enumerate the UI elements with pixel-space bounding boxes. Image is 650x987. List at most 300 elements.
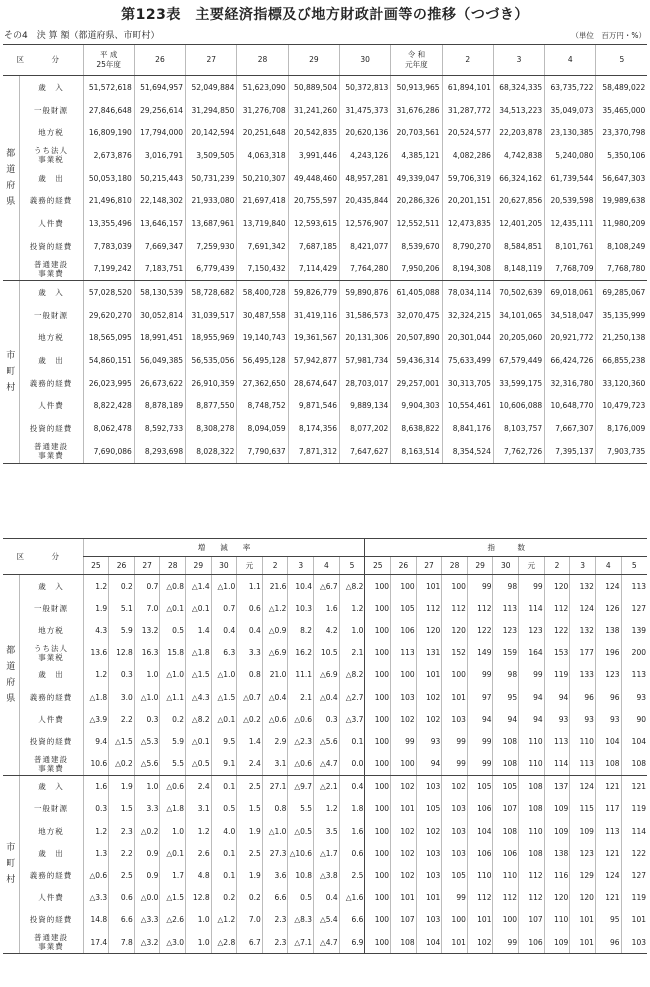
table-row — [3, 708, 647, 730]
rate-cell: △8.2 — [339, 575, 365, 598]
table-row — [3, 167, 647, 190]
cell-value: 27,362,650 — [237, 372, 288, 395]
rate-cell: 0.7 — [211, 597, 237, 619]
rate-cell: △1.8 — [83, 686, 109, 708]
row-label: 義務的経費 — [19, 189, 83, 212]
table-row — [3, 931, 647, 954]
rate-year-header: 30 — [211, 557, 237, 575]
rate-cell: △9.7 — [288, 775, 314, 798]
column-header-year: 4 — [545, 45, 596, 76]
cell-value: 20,507,890 — [391, 327, 442, 350]
cell-value: 26,910,359 — [186, 372, 237, 395]
index-cell: 94 — [493, 708, 519, 730]
cell-value: 20,201,151 — [442, 189, 493, 212]
index-cell: 110 — [570, 730, 596, 752]
cell-value: 10,648,770 — [545, 395, 596, 418]
rate-cell: △1.6 — [339, 887, 365, 909]
rate-cell: 2.5 — [237, 842, 263, 864]
rate-cell: 2.5 — [237, 775, 263, 798]
cell-value: 31,294,850 — [186, 99, 237, 122]
rate-cell: 21.6 — [262, 575, 288, 598]
cell-value: 4,082,286 — [442, 144, 493, 167]
table-subtitle: その4 決 算 額（都道府県、市町村） — [4, 31, 160, 41]
rate-cell: 0.1 — [211, 842, 237, 864]
index-cell: 106 — [519, 931, 545, 954]
group-label-text: 市町村 — [6, 843, 16, 886]
cell-value: 9,871,546 — [288, 395, 339, 418]
rate-cell: 1.5 — [237, 798, 263, 820]
index-cell: 90 — [621, 708, 647, 730]
row-label: 一般財源 — [19, 597, 83, 619]
column-header-year: 29 — [288, 45, 339, 76]
index-cell: 104 — [467, 820, 493, 842]
rate-cell: 2.2 — [109, 708, 135, 730]
rate-cell: 0.6 — [339, 842, 365, 864]
rate-cell: △6.9 — [314, 664, 340, 686]
rate-cell: 0.5 — [211, 798, 237, 820]
rate-cell: 1.1 — [237, 575, 263, 598]
rate-cell: △0.2 — [134, 820, 160, 842]
cell-value: 11,980,209 — [596, 212, 647, 235]
rate-cell: 0.2 — [237, 887, 263, 909]
index-cell: 119 — [621, 887, 647, 909]
index-year-header: 30 — [493, 557, 519, 575]
row-label: 歳 入 — [19, 76, 83, 99]
rate-cell: 2.6 — [186, 842, 212, 864]
table-row — [3, 304, 647, 327]
cell-value: 22,148,302 — [134, 189, 185, 212]
rate-cell: 2.1 — [288, 686, 314, 708]
cell-value: 31,039,517 — [186, 304, 237, 327]
group-label-text: 市町村 — [6, 350, 16, 393]
cell-value: 56,495,128 — [237, 349, 288, 372]
rate-cell: 7.8 — [109, 931, 135, 954]
cell-value: 7,395,137 — [545, 440, 596, 463]
cell-value: 7,871,312 — [288, 440, 339, 463]
cell-value: 57,942,877 — [288, 349, 339, 372]
cell-value: 10,479,723 — [596, 395, 647, 418]
rate-cell: △2.8 — [211, 931, 237, 954]
index-cell: 112 — [519, 864, 545, 886]
row-label: 義務的経費 — [19, 372, 83, 395]
rate-cell: △3.2 — [134, 931, 160, 954]
rate-cell: △0.1 — [160, 597, 186, 619]
cell-value: 21,496,810 — [83, 189, 134, 212]
rate-cell: △2.3 — [288, 730, 314, 752]
index-cell: 96 — [595, 931, 621, 954]
table-row — [3, 189, 647, 212]
index-cell: 115 — [570, 798, 596, 820]
cell-value: 8,354,524 — [442, 440, 493, 463]
cell-value: 20,542,835 — [288, 121, 339, 144]
index-cell: 159 — [493, 642, 519, 664]
rate-cell: △1.5 — [109, 730, 135, 752]
rate-year-header: 元 — [237, 557, 263, 575]
rate-cell: 0.2 — [211, 887, 237, 909]
index-cell: 105 — [467, 775, 493, 798]
cell-value: 20,286,326 — [391, 189, 442, 212]
cell-value: 23,370,798 — [596, 121, 647, 144]
rate-cell: 0.9 — [134, 842, 160, 864]
rate-cell: △1.0 — [134, 686, 160, 708]
rate-cell: △0.4 — [262, 686, 288, 708]
rate-cell: △1.0 — [160, 664, 186, 686]
table-row — [3, 258, 647, 281]
index-cell: 106 — [467, 798, 493, 820]
index-cell: 106 — [467, 842, 493, 864]
index-cell: 107 — [493, 798, 519, 820]
cell-value: 31,276,708 — [237, 99, 288, 122]
rate-cell: 14.8 — [83, 909, 109, 931]
rate-cell: 2.4 — [186, 775, 212, 798]
cell-value: 61,739,544 — [545, 167, 596, 190]
rate-cell: 0.8 — [262, 798, 288, 820]
index-cell: 114 — [621, 820, 647, 842]
cell-value: 3,016,791 — [134, 144, 185, 167]
cell-value: 50,889,504 — [288, 76, 339, 99]
index-cell: 93 — [570, 708, 596, 730]
index-cell: 138 — [544, 842, 570, 864]
row-label: 歳 入 — [19, 281, 83, 304]
rate-cell: 3.5 — [314, 820, 340, 842]
index-cell: 120 — [570, 887, 596, 909]
rate-cell: △0.0 — [134, 887, 160, 909]
cell-value: 51,623,090 — [237, 76, 288, 99]
cell-value: 59,890,876 — [339, 281, 390, 304]
change-rate-index-table — [3, 538, 647, 954]
row-label: 歳 出 — [19, 664, 83, 686]
rate-cell: 10.6 — [83, 753, 109, 776]
index-cell: 93 — [595, 708, 621, 730]
index-year-header: 28 — [442, 557, 468, 575]
index-cell: 101 — [391, 887, 417, 909]
index-cell: 100 — [365, 798, 391, 820]
table-row — [3, 664, 647, 686]
cell-value: 8,592,733 — [134, 417, 185, 440]
index-cell: 149 — [467, 642, 493, 664]
index-cell: 117 — [595, 798, 621, 820]
rate-cell: △0.7 — [237, 686, 263, 708]
index-cell: 114 — [519, 597, 545, 619]
cell-value: 61,894,101 — [442, 76, 493, 99]
index-year-header: 2 — [544, 557, 570, 575]
cell-value: 56,535,056 — [186, 349, 237, 372]
cell-value: 58,489,022 — [596, 76, 647, 99]
index-cell: 100 — [365, 864, 391, 886]
cell-value: 7,687,185 — [288, 235, 339, 258]
index-cell: 102 — [416, 820, 442, 842]
cell-value: 19,140,743 — [237, 327, 288, 350]
row-label: 一般財源 — [19, 99, 83, 122]
cell-value: 12,593,615 — [288, 212, 339, 235]
index-year-header: 29 — [467, 557, 493, 575]
index-cell: 94 — [467, 708, 493, 730]
index-cell: 100 — [365, 820, 391, 842]
cell-value: 61,405,088 — [391, 281, 442, 304]
index-cell: 102 — [467, 931, 493, 954]
index-cell: 129 — [570, 864, 596, 886]
rate-cell: 16.3 — [134, 642, 160, 664]
column-header-year: 令 和 元年度 — [391, 45, 442, 76]
index-cell: 113 — [621, 664, 647, 686]
rate-cell: △0.2 — [109, 753, 135, 776]
rate-cell: 1.2 — [83, 820, 109, 842]
rate-cell: 2.4 — [237, 753, 263, 776]
cell-value: 8,539,670 — [391, 235, 442, 258]
cell-value: 34,518,047 — [545, 304, 596, 327]
row-label: 歳 出 — [19, 842, 83, 864]
rate-year-header: 4 — [314, 557, 340, 575]
rate-cell: △0.1 — [186, 597, 212, 619]
index-year-header: 元 — [519, 557, 545, 575]
rate-year-header: 26 — [109, 557, 135, 575]
cell-value: 5,350,106 — [596, 144, 647, 167]
rate-cell: △0.5 — [186, 753, 212, 776]
index-cell: 112 — [544, 597, 570, 619]
rate-cell: △4.7 — [314, 931, 340, 954]
group-label-text: 都道府県 — [6, 645, 16, 704]
rate-cell: 1.9 — [83, 597, 109, 619]
cell-value: 7,950,206 — [391, 258, 442, 281]
cell-value: 51,572,618 — [83, 76, 134, 99]
row-label: 人件費 — [19, 212, 83, 235]
cell-value: 20,131,306 — [339, 327, 390, 350]
cell-value: 7,259,930 — [186, 235, 237, 258]
cell-value: 8,308,278 — [186, 417, 237, 440]
index-year-header: 25 — [365, 557, 391, 575]
cell-value: 7,768,709 — [545, 258, 596, 281]
rate-cell: 17.4 — [83, 931, 109, 954]
cell-value: 75,633,499 — [442, 349, 493, 372]
index-cell: 108 — [493, 820, 519, 842]
cell-value: 13,687,961 — [186, 212, 237, 235]
rate-cell: △0.6 — [288, 708, 314, 730]
rate-cell: △3.0 — [160, 931, 186, 954]
cell-value: 8,103,757 — [493, 417, 544, 440]
index-cell: 105 — [493, 775, 519, 798]
row-label: 歳 出 — [19, 167, 83, 190]
cell-value: 7,114,429 — [288, 258, 339, 281]
cell-value: 59,706,319 — [442, 167, 493, 190]
rate-cell: 1.0 — [134, 664, 160, 686]
index-cell: 113 — [595, 820, 621, 842]
index-cell: 93 — [416, 730, 442, 752]
cell-value: 32,070,475 — [391, 304, 442, 327]
rate-cell: 1.7 — [160, 864, 186, 886]
rate-cell: 0.4 — [237, 619, 263, 641]
index-cell: 100 — [365, 575, 391, 598]
cell-value: 7,669,347 — [134, 235, 185, 258]
rate-cell: △0.6 — [288, 753, 314, 776]
table-row — [3, 798, 647, 820]
rate-cell: 9.4 — [83, 730, 109, 752]
rate-cell: 11.1 — [288, 664, 314, 686]
cell-value: 57,981,734 — [339, 349, 390, 372]
index-cell: 108 — [621, 753, 647, 776]
index-cell: 139 — [621, 619, 647, 641]
cell-value: 30,487,558 — [237, 304, 288, 327]
cell-value: 7,199,242 — [83, 258, 134, 281]
index-cell: 101 — [442, 931, 468, 954]
index-cell: 133 — [570, 664, 596, 686]
index-group-header: 指 数 — [365, 539, 647, 557]
cell-value: 31,241,260 — [288, 99, 339, 122]
rate-cell: 13.2 — [134, 619, 160, 641]
index-cell: 100 — [365, 909, 391, 931]
rate-cell: 3.6 — [262, 864, 288, 886]
table-row — [3, 76, 647, 99]
cell-value: 8,148,119 — [493, 258, 544, 281]
table-row — [3, 349, 647, 372]
cell-value: 31,676,286 — [391, 99, 442, 122]
rate-cell: △0.6 — [160, 775, 186, 798]
index-cell: 108 — [519, 798, 545, 820]
rate-cell: 9.5 — [211, 730, 237, 752]
index-cell: 100 — [493, 909, 519, 931]
rate-cell: △1.5 — [186, 664, 212, 686]
index-cell: 99 — [442, 753, 468, 776]
index-cell: 120 — [544, 575, 570, 598]
cell-value: 63,735,722 — [545, 76, 596, 99]
rate-cell: △0.2 — [237, 708, 263, 730]
rate-cell: 1.3 — [83, 842, 109, 864]
rate-cell: 0.2 — [109, 575, 135, 598]
rate-cell: △5.6 — [134, 753, 160, 776]
cell-value: 59,436,314 — [391, 349, 442, 372]
cell-value: 18,565,095 — [83, 327, 134, 350]
cell-value: 70,502,639 — [493, 281, 544, 304]
rate-cell: 6.6 — [109, 909, 135, 931]
index-cell: 102 — [391, 842, 417, 864]
cell-value: 50,215,443 — [134, 167, 185, 190]
rate-cell: 1.0 — [339, 619, 365, 641]
cell-value: 20,703,561 — [391, 121, 442, 144]
rate-cell: 1.2 — [314, 798, 340, 820]
rate-cell: 10.4 — [288, 575, 314, 598]
rate-cell: 2.9 — [262, 730, 288, 752]
rate-year-header: 28 — [160, 557, 186, 575]
index-cell: 112 — [467, 597, 493, 619]
index-cell: 123 — [570, 842, 596, 864]
page-title: 第123表 主要経済指標及び地方財政計画等の推移（つづき） — [121, 7, 529, 23]
index-cell: 164 — [519, 642, 545, 664]
table-row — [3, 730, 647, 752]
index-cell: 102 — [416, 686, 442, 708]
index-cell: 99 — [442, 730, 468, 752]
index-cell: 152 — [442, 642, 468, 664]
cell-value: 4,742,838 — [493, 144, 544, 167]
rate-cell: 2.1 — [339, 642, 365, 664]
row-label: 人件費 — [19, 887, 83, 909]
table-row — [3, 753, 647, 776]
rate-cell: △8.2 — [186, 708, 212, 730]
cell-value: 50,210,307 — [237, 167, 288, 190]
rate-cell: △5.6 — [314, 730, 340, 752]
table-row — [3, 212, 647, 235]
rate-cell: △2.1 — [314, 775, 340, 798]
rate-cell: △5.3 — [134, 730, 160, 752]
table-row — [3, 144, 647, 167]
row-label: 地方税 — [19, 327, 83, 350]
table-row — [3, 909, 647, 931]
rate-cell: 1.2 — [83, 575, 109, 598]
rate-cell: 3.3 — [237, 642, 263, 664]
index-cell: 138 — [595, 619, 621, 641]
index-cell: 123 — [519, 619, 545, 641]
index-cell: 104 — [595, 730, 621, 752]
index-cell: 106 — [391, 619, 417, 641]
cell-value: 8,062,478 — [83, 417, 134, 440]
cell-value: 7,764,280 — [339, 258, 390, 281]
index-cell: 109 — [570, 820, 596, 842]
rate-cell: 0.3 — [134, 708, 160, 730]
index-cell: 123 — [595, 664, 621, 686]
rate-cell: 1.2 — [186, 820, 212, 842]
rate-cell: 0.1 — [211, 775, 237, 798]
cell-value: 6,779,439 — [186, 258, 237, 281]
index-cell: 99 — [493, 931, 519, 954]
rate-cell: △2.7 — [339, 686, 365, 708]
row-label: 義務的経費 — [19, 864, 83, 886]
rate-cell: 1.9 — [237, 864, 263, 886]
cell-value: 56,049,385 — [134, 349, 185, 372]
cell-value: 35,049,073 — [545, 99, 596, 122]
index-cell: 105 — [416, 798, 442, 820]
index-cell: 123 — [493, 619, 519, 641]
index-cell: 101 — [570, 931, 596, 954]
index-cell: 94 — [416, 753, 442, 776]
cell-value: 8,077,202 — [339, 417, 390, 440]
cell-value: 59,826,779 — [288, 281, 339, 304]
index-year-header: 4 — [595, 557, 621, 575]
column-header-year: 26 — [134, 45, 185, 76]
rate-cell: △5.4 — [314, 909, 340, 931]
table-row — [3, 121, 647, 144]
rate-cell: 10.3 — [288, 597, 314, 619]
cell-value: 31,586,573 — [339, 304, 390, 327]
rate-cell: △1.2 — [211, 909, 237, 931]
rate-cell: 15.8 — [160, 642, 186, 664]
cell-value: 58,400,728 — [237, 281, 288, 304]
cell-value: 5,240,080 — [545, 144, 596, 167]
index-cell: 103 — [391, 686, 417, 708]
rate-cell: 1.0 — [186, 931, 212, 954]
rate-cell: 6.6 — [339, 909, 365, 931]
index-cell: 103 — [416, 864, 442, 886]
cell-value: 7,783,039 — [83, 235, 134, 258]
rate-cell: △8.2 — [339, 664, 365, 686]
table-row — [3, 327, 647, 350]
cell-value: 49,448,460 — [288, 167, 339, 190]
rate-cell: △0.6 — [262, 708, 288, 730]
cell-value: 7,183,751 — [134, 258, 185, 281]
cell-value: 12,473,835 — [442, 212, 493, 235]
index-cell: 113 — [493, 597, 519, 619]
rate-cell: △1.8 — [186, 642, 212, 664]
index-cell: 124 — [595, 864, 621, 886]
cell-value: 27,846,648 — [83, 99, 134, 122]
rate-cell: 5.1 — [109, 597, 135, 619]
cell-value: 4,243,126 — [339, 144, 390, 167]
rate-cell: △0.1 — [186, 730, 212, 752]
rate-cell: 1.0 — [134, 775, 160, 798]
index-cell: 100 — [365, 642, 391, 664]
index-cell: 105 — [391, 597, 417, 619]
index-cell: 100 — [442, 909, 468, 931]
index-cell: 100 — [365, 664, 391, 686]
cell-value: 35,465,000 — [596, 99, 647, 122]
cell-value: 18,955,969 — [186, 327, 237, 350]
